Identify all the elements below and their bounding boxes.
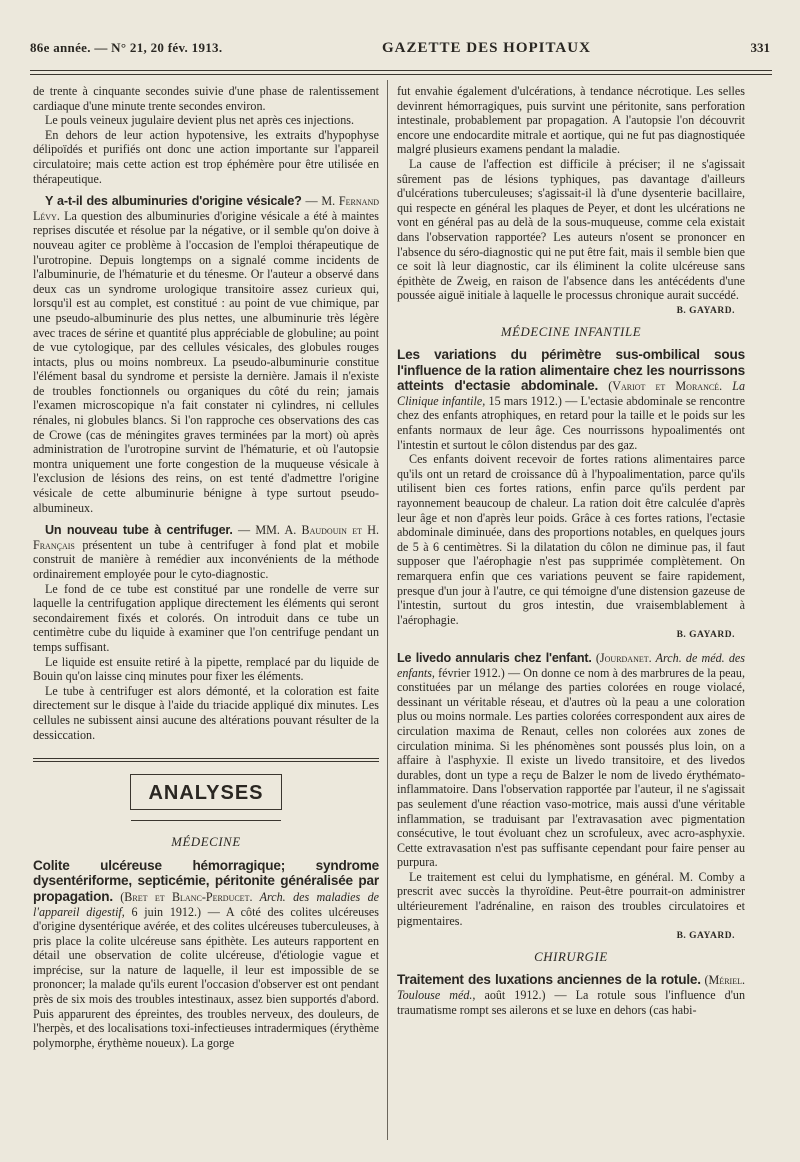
header-rule — [30, 70, 772, 71]
signature: B. GAYARD. — [676, 305, 735, 316]
article-title: Le livedo annularis chez l'enfant. — [397, 650, 592, 665]
article-author: (Mériel. — [700, 973, 745, 988]
article-journal: Arch. des maladies de l'appareil digestif, — [33, 889, 379, 919]
article-title: Les variations du périmètre sus-ombilical sous l'influence de la ration alimentaire chez les nourrissons atteints d'ectasie abdominale. — [397, 347, 745, 394]
section-title-medecine: MÉDECINE — [171, 835, 241, 850]
journal-title: GAZETTE DES HOPITAUX — [381, 40, 591, 56]
issue-info: 86e année. — N° 21, 20 fév. 1913. — [30, 40, 223, 55]
article-perimetre — [397, 347, 745, 452]
page-number: 331 — [750, 40, 770, 55]
article-title: Colite ulcéreuse hémorragique; syndrome dysentériforme, septicémie, péritonite généralisée par propagation. — [33, 857, 379, 904]
article-text: 15 mars 1912.) — L'ectasie abdominale se rencontre chez des enfants atrophiques, en retard pour la taille et le poids sur les enfants normaux de leur âge. Ces nourrissons hypoalimentés ont l'intestin et surtout le côlon distendus par des gaz. — [397, 393, 745, 452]
paragraph: Le fond de ce tube est constitué par une rondelle de verre sur laquelle la centrifugation applique directement les éléments qui seront secondairement fixés et colorés. On introduit dans ce tube un centimètre cube du liquide à examiner que l'on centrifuge pendant un temps suffisant. — [33, 581, 379, 654]
paragraph: Le tube à centrifuger est alors démonté, et la coloration est faite directement sur le disque à l'aide du triacide appliqué dix minutes. Les cellules ne subissent ainsi aucune des altérations pouvant résulter de la dessiccation. — [33, 683, 379, 742]
signature: B. GAYARD. — [676, 630, 735, 641]
article-rotule — [397, 972, 745, 1017]
article-text: août 1912.) — La rotule sous l'influence d'un traumatisme rompt ses ailerons et se luxe en dehors (cas habi- — [397, 988, 745, 1017]
article-author: — M. Fernand Lévy. — [33, 194, 379, 223]
paragraph: En dehors de leur action hypotensive, les extraits d'hypophyse délipoïdés et purifiés ont donc une action importante sur l'appareil circulatoire; mais cette action est trop éphémère pour être utilisée en thérapeutique. — [33, 127, 379, 186]
paragraph: Ces enfants doivent recevoir de fortes rations alimentaires parce qu'ils ont un retard de croissance dû à l'hypoalimentation, parce qu'ils utilisent bien ces fortes rations, enfin parce qu'ils perdent par rayonnement beaucoup de chaleur. La ration doit être calculée d'après leur âge et non d'après leur poids. Grâce à ces fortes rations, l'ectasie abdominale diminuée, dans des proportions notables, en quelques jours de 5 à 6 centimètres. Si la dilatation du côlon ne diminue pas, il faut supposer que l'aérophagie n'est pas supprimée complètement. On remarquera enfin que ces variations peuvent se faire rapidement, presque d'un jour à l'autre, ce qui témoigne d'une distension gazeuse de l'intestin, surtout du gros intestin, due vraisemblablement à l'aérophagie. — [397, 452, 745, 627]
article-journal: Arch. de méd. des enfants, — [397, 650, 746, 680]
article-colite — [33, 858, 379, 1051]
paragraph: de trente à cinquante secondes suivie d'une phase de ralentissement cardiaque d'une minute trente secondes environ. — [33, 84, 379, 113]
article-text: 6 juin 1912.) — A côté des colites ulcéreuses d'origine dysentérique avérée, et des colites ulcéreuses tuberculeuses, à pris place la colite ulcéreuse sans épithète. Les auteurs rapportent en détail une observation de colite ulcéreuse, d'étiologie vague et imprécise, sur la nature de laquelle, il leur est impossible de se prononcer; la malade qu'ils eurent l'occasion d'observer est ont pendant près de six mois des troubles intestinaux, assez bien supportés d'abord. Puis apparurent des épreintes, des troubles nerveux, des douleurs, de l'herpès, et des localisations toxi-infectieuses intradermiques (érythème polymorphe, érythème noueux). La gorge — [33, 904, 380, 1050]
header-rule-thin — [30, 74, 772, 75]
article-text: présentent un tube à centrifuger à fond plat et mobile construit de manière à remédier aux inconvénients de la méthode ordinairement employée pour le cyto-diagnostic. — [33, 537, 379, 581]
signature: B. GAYARD. — [676, 931, 735, 942]
article-author: (Variot et Morancé. — [598, 379, 723, 394]
article-author: (Bret et Blanc-Perducet. — [112, 889, 253, 904]
right-column — [397, 84, 745, 1017]
article-text: La question des albuminuries d'origine vésicale a été à maintes reprises discutée et résolue par la négative, or il semble qu'on doive à nouveau agiter ce problème à l'occasion de l'emploi thérapeutique de l'urotropine. Depuis longtemps on a signalé comme incidents de l'albuminurie, de l'hématurie et du ténesme. Or l'auteur a observé dans deux cas un syndrome urologique transitoire assez curieux qui, lorsqu'il est au complet, est constitué : au point de vue chimique, par une pseudo-albuminurie des plus nettes, une albuminurie très légère avec traces de sérine et quantité plus appréciable de globuline; au point de vue cytologique, par des cellules vésicales, des globules rouges intacts, plus ou moins nombreux. La pseudo-albuminurie constitue l'élément basal du syndrome et persiste la dernière. Jamais il n'existe de troubles fonctionnels ou organiques du côté du rein; jamais l'examen microscopique n'a fait constater ni cylindres, ni cellules rénales, ni globules blancs. Si l'on rapproche ces observations des cas de Crowe (cas de méningites graves terminées par la mort) où après administration de l'urotropine survint de l'hématurie, et où l'autopsie montra uniquement une forte congestion de la muqueuse vésicale à l'exclusion de lésions des reins, on est tenté d'admettre l'origine vésicale de cette albuminurie bénigne à type surtout pseudo-albumineux. — [33, 208, 379, 515]
section-title-chirurgie: CHIRURGIE — [534, 949, 608, 964]
section-title-medecine-infantile: MÉDECINE INFANTILE — [500, 324, 642, 339]
banner-rule — [131, 820, 281, 821]
paragraph: La cause de l'affection est difficile à préciser; il ne s'agissait sûrement pas de lésions typhiques, pas davantage d'ailleurs d'ulcérations tuberculeuses; s'agissait-il là d'une dysenterie bacillaire, qui respecte en général les plaques de Peyer, et dont les ulcérations ne vont en général pas au delà de la sous-muqueuse, comme cela existait dans l'observation rapportée? Les auteurs n'osent se prononcer en l'absence du séro-diagnostic qui ne put être fait, mais il semble bien que ce soit là leur diagnostic, car ils éliminent la colite ulcéreuse sans épithète de Zweig, en raison de l'absence dans les antécédents d'une poussée aiguë initiale à laquelle le processus chronique aurait succédé. — [397, 156, 745, 303]
article-albuminuries — [33, 194, 379, 515]
article-journal: Toulouse méd., — [397, 988, 476, 1003]
article-title: Y a-t-il des albuminuries d'origine vésicale? — [45, 194, 302, 209]
left-column — [33, 84, 379, 1050]
page-header — [30, 40, 770, 62]
article-title: Un nouveau tube à centrifuger. — [45, 523, 233, 538]
article-author: — MM. A. Baudouin et H. Français — [33, 523, 379, 552]
paragraph: fut envahie également d'ulcérations, à tendance nécrotique. Les selles devinrent hémorragiques, puis survint une péritonite, sans perforation intestinale, probablement par propagation. A l'autopsie l'on découvrit encore une endocardite mitrale et aortique, qui ne fut pas diagnostiquée malgré plusieurs examens pendant la maladie. — [397, 84, 745, 157]
paragraph: Le pouls veineux jugulaire devient plus net après ces injections. — [45, 113, 354, 128]
column-separator — [387, 80, 388, 1140]
article-journal: La Clinique infantile, — [397, 379, 745, 408]
paragraph: Le traitement est celui du lymphatisme, en général. M. Comby a prescrit avec succès la thyroïdine. Peut-être pourrait-on administrer ultérieurement l'adrénaline, en raison des troubles circulatoires et pigmentaires. — [397, 869, 745, 928]
article-livedo — [397, 651, 745, 870]
section-divider — [33, 758, 379, 762]
article-title: Traitement des luxations anciennes de la rotule. — [397, 972, 701, 988]
article-centrifuge — [33, 523, 379, 581]
paragraph: Le liquide est ensuite retiré à la pipette, remplacé par du liquide de Bouin qu'on laisse cinq minutes pour fixer les éléments. — [33, 654, 379, 684]
article-text: février 1912.) — On donne ce nom à des marbrures de la peau, constituées par un mélange des parties colorées en rouge violacé, dessinant un véritable réseau, et d'autres où la peau a une coloration plus ou moins normale. Les parties colorées correspondent aux aires de circulation maxima de Renaut, celles non colorées aux zones de circulation minima. Si les phénomènes sont poussés plus loin, on a affaire à l'asphyxie. Il existe un livedo transitoire, et des livedos durables, dont un type a reçu de Balzer le nom de livedo érythémato-inflammatoire. Dans l'observation rapportée par l'auteur, il ne s'agissait pas seulement d'une réaction vaso-motrice, mais aussi d'une véritable inflammation, se traduisant par l'extravasation avec pigmentation consécutive, le tout évoluant chez un scrofuleux, avec acro-asphyxie. Cette extravasation n'est pas suffisante cependant pour faire penser au purpura. — [397, 665, 745, 870]
analyses-banner: ANALYSES — [130, 774, 282, 810]
article-author: (Jourdanet. — [591, 650, 652, 665]
